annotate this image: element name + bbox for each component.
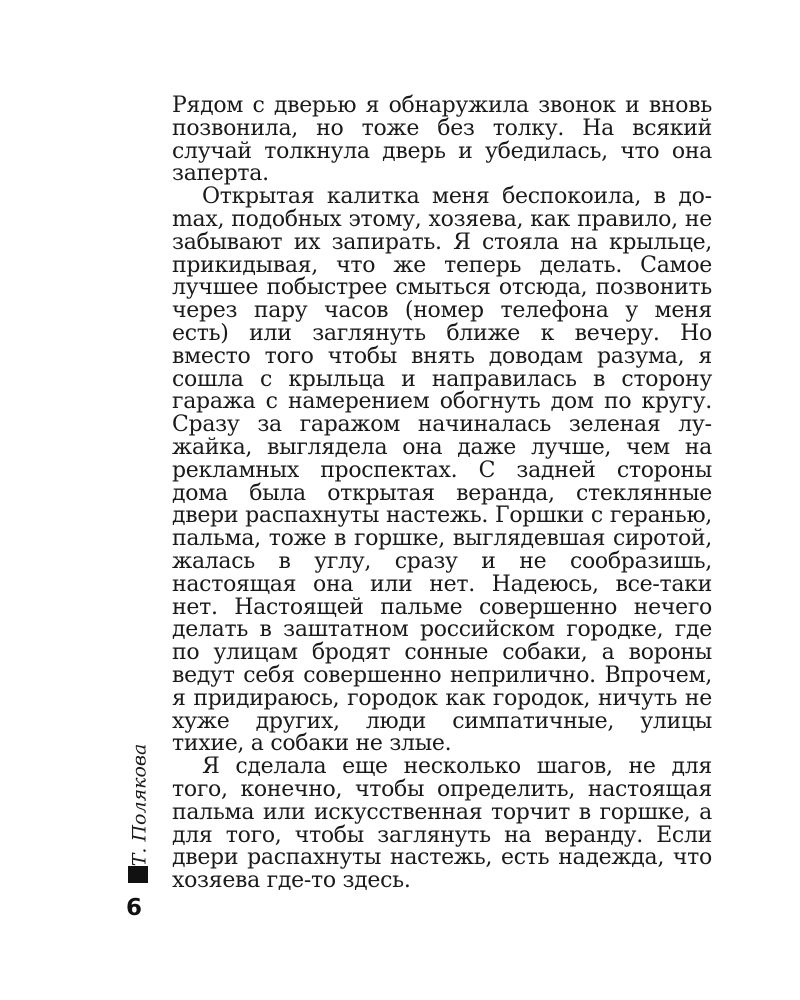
paragraph-1: Рядом с дверью я обнаружила звонок и вновь позвонила, но тоже без толку. На всякий случай толкнула дверь и убедилась, что она заперта. [172, 93, 712, 187]
black-square-marker [128, 866, 148, 883]
author-name: Т. Полякова [128, 743, 151, 867]
paragraph-2: Открытая калитка меня беспокоила, в доmах, подобных этому, хозяева, как правило, не забывают их запирать. Я стояла на крыльце, прикидывая, что же теперь делать. Самое лучшее побыстрее смыться отсюда, позвонить через пару часов (номер телефона у меня есть) или заглянуть ближе к вечеру. Но вместо того чтобы внять доводам разума, я сошла с крыльца и направилась в сторону гаража с намерением обогнуть дом по кругу. Сразу за гаражом начиналась зеленая лужайка, выглядела она даже лучше, чем на рекламных проспектах. С задней стороны дома была открытая веранда, стеклянные двери распахнуты настежь. Горшки с геранью, пальма, тоже в горшке, выглядевшая сиротой, жалась в углу, сразу и не сообразишь, настоящая она или нет. Надеюсь, все-таки нет. Настоящей пальме совершенно нечего делать в заштатном российском городке, где по улицам бродят сонные собаки, а вороны ведут себя совершенно неприлично. Впрочем, я придираюсь, городок как городок, ничуть не хуже других, люди симпатичные, улицы тихие, а собаки не злые. [172, 184, 712, 757]
body-text [172, 95, 712, 893]
page-number: 6 [126, 895, 143, 921]
paragraph-3: Я сделала еще несколько шагов, не для того, конечно, чтобы определить, настоящая пальма или искусственная торчит в горшке, а для того, чтобы заглянуть на веранду. Если двери распахнуты настежь, есть надежда, что хозяева где-то здесь. [172, 754, 712, 894]
running-head [124, 740, 154, 870]
